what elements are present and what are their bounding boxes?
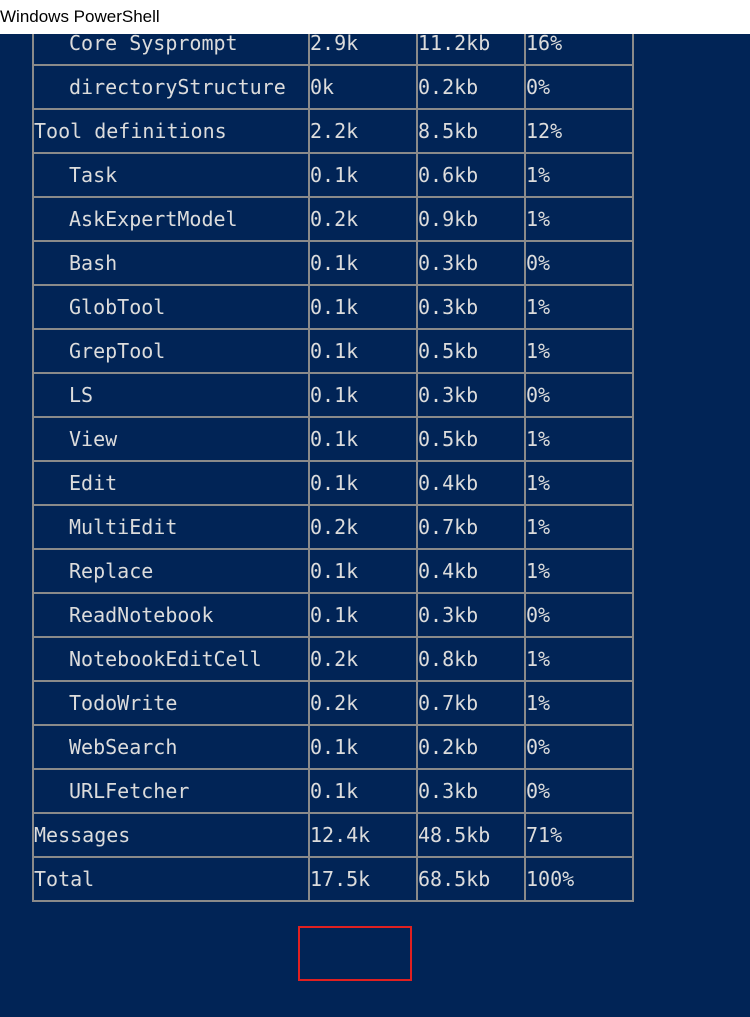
row-tokens-cell: 0.1k (309, 593, 417, 637)
row-tokens-cell: 12.4k (309, 813, 417, 857)
table-row (33, 505, 633, 549)
row-tokens-cell: 17.5k (309, 857, 417, 901)
row-percent-cell: 71% (525, 813, 633, 857)
row-percent-cell: 1% (525, 505, 633, 549)
token-usage-table (32, 34, 634, 902)
row-size-cell: 8.5kb (417, 109, 525, 153)
row-percent-cell: 0% (525, 593, 633, 637)
row-size-cell: 0.5kb (417, 329, 525, 373)
row-percent-cell: 1% (525, 285, 633, 329)
row-size-cell: 0.3kb (417, 241, 525, 285)
row-tokens-cell: 0.1k (309, 461, 417, 505)
row-tokens-cell: 0.1k (309, 417, 417, 461)
row-percent-cell: 1% (525, 637, 633, 681)
row-name-cell: MultiEdit (33, 505, 309, 549)
row-name-cell: GrepTool (33, 329, 309, 373)
row-percent-cell: 1% (525, 329, 633, 373)
row-percent-cell: 0% (525, 241, 633, 285)
row-percent-cell: 0% (525, 373, 633, 417)
row-tokens-cell: 0.2k (309, 505, 417, 549)
row-tokens-cell: 0.1k (309, 769, 417, 813)
row-name-cell: ReadNotebook (33, 593, 309, 637)
row-size-cell: 68.5kb (417, 857, 525, 901)
row-size-cell: 0.4kb (417, 549, 525, 593)
row-tokens-cell: 2.9k (309, 34, 417, 65)
row-percent-cell: 0% (525, 769, 633, 813)
row-percent-cell: 1% (525, 153, 633, 197)
row-size-cell: 0.7kb (417, 505, 525, 549)
row-percent-cell: 16% (525, 34, 633, 65)
row-name-cell: TodoWrite (33, 681, 309, 725)
row-name-cell: NotebookEditCell (33, 637, 309, 681)
table-row (33, 34, 633, 65)
row-name-cell: Replace (33, 549, 309, 593)
row-size-cell: 0.9kb (417, 197, 525, 241)
row-size-cell: 0.5kb (417, 417, 525, 461)
table-row (33, 153, 633, 197)
table-row (33, 109, 633, 153)
row-size-cell: 0.3kb (417, 593, 525, 637)
table-row (33, 681, 633, 725)
row-tokens-cell: 0k (309, 65, 417, 109)
table-row (33, 725, 633, 769)
window-title: Windows PowerShell (0, 7, 160, 26)
row-name-cell: Total (33, 857, 309, 901)
row-tokens-cell: 0.1k (309, 549, 417, 593)
row-size-cell: 0.2kb (417, 725, 525, 769)
row-size-cell: 0.3kb (417, 285, 525, 329)
row-size-cell: 0.3kb (417, 769, 525, 813)
row-size-cell: 0.4kb (417, 461, 525, 505)
total-tokens-highlight (298, 926, 412, 981)
row-name-cell: Messages (33, 813, 309, 857)
row-name-cell: GlobTool (33, 285, 309, 329)
table-row (33, 373, 633, 417)
row-tokens-cell: 0.1k (309, 725, 417, 769)
table-row (33, 813, 633, 857)
table-row (33, 65, 633, 109)
row-tokens-cell: 0.1k (309, 153, 417, 197)
table-row (33, 285, 633, 329)
row-tokens-cell: 0.2k (309, 637, 417, 681)
row-name-cell: URLFetcher (33, 769, 309, 813)
row-name-cell: View (33, 417, 309, 461)
row-size-cell: 0.3kb (417, 373, 525, 417)
row-percent-cell: 1% (525, 549, 633, 593)
row-percent-cell: 1% (525, 681, 633, 725)
table-row (33, 197, 633, 241)
row-size-cell: 0.7kb (417, 681, 525, 725)
table-row (33, 857, 633, 901)
row-percent-cell: 0% (525, 65, 633, 109)
row-percent-cell: 100% (525, 857, 633, 901)
table-row (33, 769, 633, 813)
row-name-cell: Edit (33, 461, 309, 505)
row-size-cell: 0.2kb (417, 65, 525, 109)
row-tokens-cell: 2.2k (309, 109, 417, 153)
table-row (33, 549, 633, 593)
console-area[interactable] (0, 34, 750, 1017)
row-name-cell: Core Sysprompt (33, 34, 309, 65)
row-tokens-cell: 0.1k (309, 329, 417, 373)
table-row (33, 241, 633, 285)
table-row (33, 461, 633, 505)
row-name-cell: Tool definitions (33, 109, 309, 153)
row-tokens-cell: 0.1k (309, 241, 417, 285)
row-percent-cell: 12% (525, 109, 633, 153)
row-tokens-cell: 0.1k (309, 285, 417, 329)
row-tokens-cell: 0.2k (309, 681, 417, 725)
row-name-cell: Bash (33, 241, 309, 285)
row-name-cell: AskExpertModel (33, 197, 309, 241)
row-size-cell: 0.8kb (417, 637, 525, 681)
row-size-cell: 11.2kb (417, 34, 525, 65)
table-row (33, 637, 633, 681)
table-row (33, 329, 633, 373)
row-name-cell: Task (33, 153, 309, 197)
row-name-cell: WebSearch (33, 725, 309, 769)
table-row (33, 417, 633, 461)
row-percent-cell: 1% (525, 417, 633, 461)
row-size-cell: 48.5kb (417, 813, 525, 857)
row-name-cell: LS (33, 373, 309, 417)
row-percent-cell: 0% (525, 725, 633, 769)
row-percent-cell: 1% (525, 197, 633, 241)
row-size-cell: 0.6kb (417, 153, 525, 197)
row-percent-cell: 1% (525, 461, 633, 505)
row-tokens-cell: 0.1k (309, 373, 417, 417)
row-name-cell: directoryStructure (33, 65, 309, 109)
window-title-bar (0, 0, 750, 34)
row-tokens-cell: 0.2k (309, 197, 417, 241)
table-row (33, 593, 633, 637)
